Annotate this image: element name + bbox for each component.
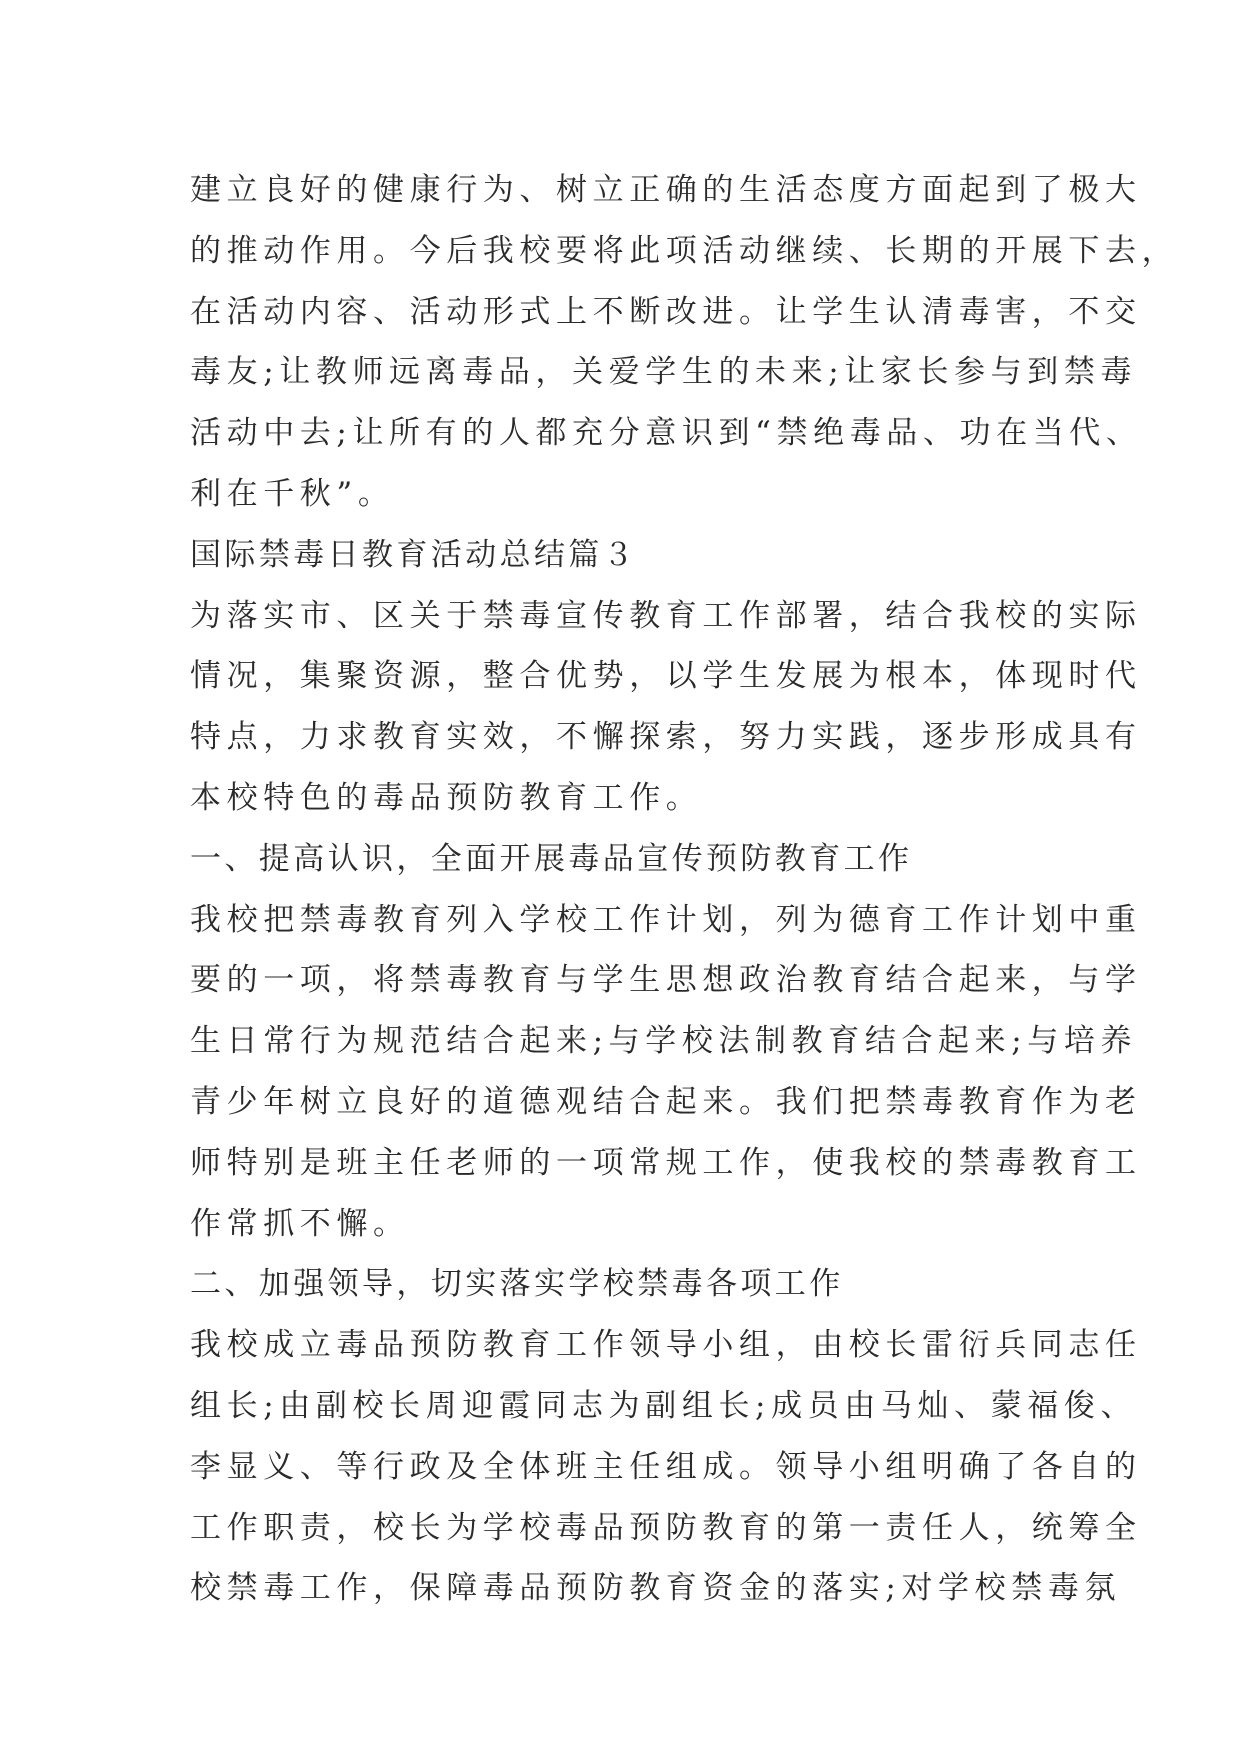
paragraph-line: 建立良好的健康行为、树立正确的生活态度方面起到了极大: [190, 172, 1142, 208]
paragraph-line: 为落实市、区关于禁毒宣传教育工作部署，结合我校的实际: [190, 597, 1142, 634]
paragraph-line: 工作职责，校长为学校毒品预防教育的第一责任人，统筹全: [190, 1509, 1142, 1546]
paragraph-line: 青少年树立良好的道德观结合起来。我们把禁毒教育作为老: [190, 1083, 1142, 1120]
paragraph-line: 要的一项，将禁毒教育与学生思想政治教育结合起来，与学: [190, 962, 1142, 999]
paragraph-line: 利在千秋”。: [190, 475, 395, 512]
paragraph-line: 在活动内容、活动形式上不断改进。让学生认清毒害，不交: [190, 293, 1142, 330]
paragraph-line: 我校把禁毒教育列入学校工作计划，列为德育工作计划中重: [190, 901, 1142, 938]
paragraph-line: 活动中去;让所有的人都充分意识到“禁绝毒品、功在当代、: [190, 415, 1143, 452]
paragraph-line: 组长;由副校长周迎霞同志为副组长;成员由马灿、蒙福俊、: [190, 1387, 1138, 1424]
paragraph-line: 校禁毒工作，保障毒品预防教育资金的落实;对学校禁毒氛: [190, 1570, 1122, 1607]
paragraph-line: 我校成立毒品预防教育工作领导小组，由校长雷衍兵同志任: [190, 1327, 1142, 1364]
paragraph-line: 李显义、等行政及全体班主任组成。领导小组明确了各自的: [190, 1448, 1142, 1485]
paragraph-line: 毒友;让教师远离毒品，关爱学生的未来;让家长参与到禁毒: [190, 354, 1138, 391]
paragraph-line: 师特别是班主任老师的一项常规工作，使我校的禁毒教育工: [190, 1144, 1142, 1181]
paragraph-line: 的推动作用。今后我校要将此项活动继续、长期的开展下去，: [190, 232, 1179, 269]
paragraph-line: 特点，力求教育实效，不懈探索，努力实践，逐步形成具有: [190, 719, 1142, 756]
subsection-heading: 一、提高认识，全面开展毒品宣传预防教育工作: [190, 840, 913, 877]
document-page: [190, 160, 1179, 1619]
paragraph-line: 作常抓不懈。: [190, 1205, 410, 1242]
paragraph-line: 情况，集聚资源，整合优势，以学生发展为根本，体现时代: [190, 658, 1142, 695]
section-title: 国际禁毒日教育活动总结篇３: [190, 536, 638, 573]
subsection-heading: 二、加强领导，切实落实学校禁毒各项工作: [190, 1266, 844, 1303]
paragraph-line: 本校特色的毒品预防教育工作。: [190, 779, 703, 816]
paragraph-line: 生日常行为规范结合起来;与学校法制教育结合起来;与培养: [190, 1023, 1138, 1060]
